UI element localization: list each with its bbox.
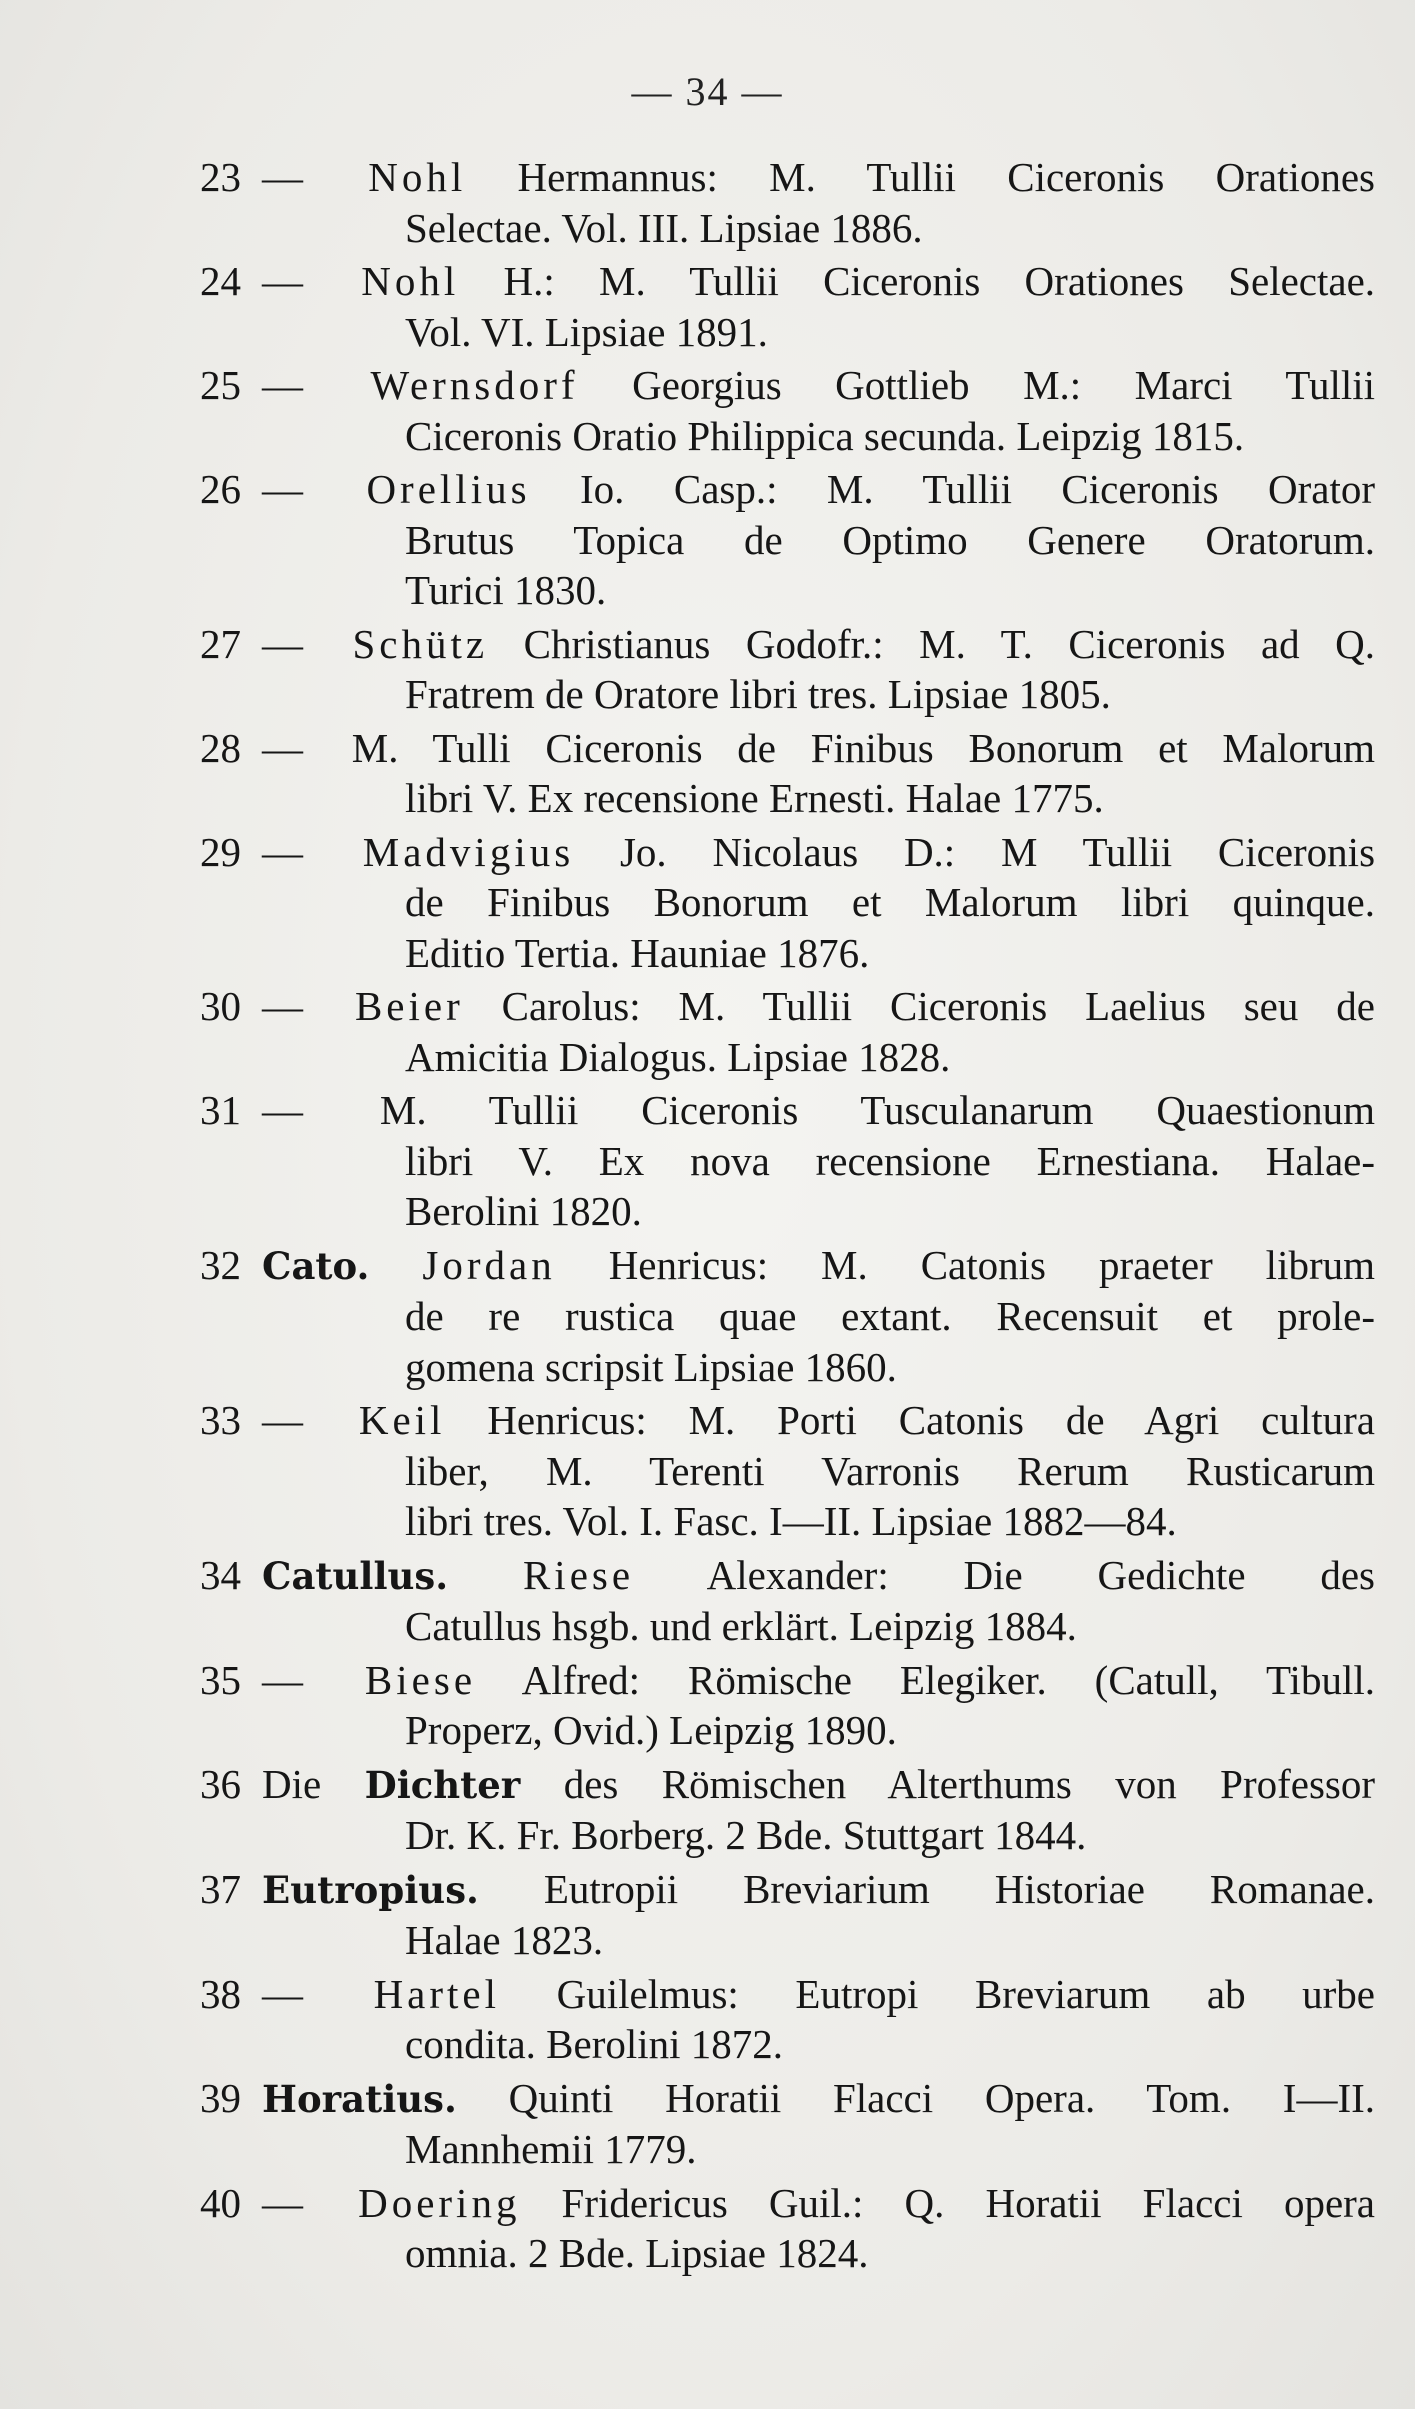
list-item	[200, 1969, 1375, 2070]
list-item	[200, 981, 1375, 1082]
entry-author: Keil	[358, 1397, 446, 1443]
entry-mark: —	[262, 2179, 303, 2226]
entry-text: des Römischen Alterthums von Professor	[563, 1760, 1376, 1807]
entry-number: 34	[200, 1551, 241, 1598]
entry-text: libri V. Ex nova recensione Ernestiana. Halae-	[405, 1137, 1375, 1184]
list-item	[200, 723, 1375, 824]
list-item	[200, 1085, 1375, 1237]
list-item	[200, 1655, 1375, 1756]
entry-author: Riese	[522, 1551, 635, 1598]
entry-number: 35	[200, 1656, 241, 1703]
entry-text: Io. Casp.: M. Tullii Ciceronis Orator	[580, 466, 1376, 512]
entry-number: 23	[200, 154, 241, 200]
entry-number: 31	[200, 1087, 241, 1133]
list-item	[200, 1550, 1375, 1652]
entry-author: Nohl	[368, 154, 467, 200]
entry-number: 27	[200, 620, 241, 667]
entry-mark: —	[262, 983, 303, 1029]
entry-text: Dr. K. Fr. Borberg. 2 Bde. Stuttgart 1844.	[405, 1812, 1087, 1858]
list-item	[200, 2178, 1375, 2279]
entry-text: Selectae. Vol. III. Lipsiae 1886.	[405, 204, 923, 251]
entry-mark: —	[262, 620, 303, 667]
entry-mark: —	[262, 362, 303, 408]
entry-text: Properz, Ovid.) Leipzig 1890.	[405, 1707, 897, 1753]
entry-mark: —	[262, 1397, 303, 1443]
entry-text: Henricus: M. Porti Catonis de Agri cultura	[487, 1397, 1375, 1443]
entry-text: Mannhemii 1779.	[405, 2126, 697, 2172]
entry-text: Fridericus Guil.: Q. Horatii Flacci opera	[561, 2179, 1375, 2226]
entry-number: 40	[200, 2179, 241, 2226]
entry-number: 26	[200, 466, 241, 512]
entry-text: Christianus Godofr.: M. T. Ciceronis ad Q.	[523, 620, 1376, 667]
entry-text: Halae 1823.	[405, 1917, 604, 1963]
entry-text: M. Tulli Ciceronis de Finibus Bonorum et Malorum	[351, 724, 1376, 771]
list-item	[200, 152, 1375, 253]
entry-text: Berolini 1820.	[405, 1188, 642, 1234]
entry-mark: —	[262, 724, 303, 771]
entry-number: 30	[200, 983, 241, 1029]
entry-author: Nohl	[361, 258, 460, 304]
entry-text: Amicitia Dialogus. Lipsiae 1828.	[405, 1033, 951, 1080]
entry-text: Quinti Horatii Flacci Opera. Tom. I—II.	[508, 2074, 1376, 2121]
entry-author: Orellius	[366, 466, 531, 512]
entry-text: Turici 1830.	[405, 567, 607, 613]
entry-text: libri tres. Vol. I. Fasc. I—II. Lipsiae 1882—84.	[405, 1498, 1177, 1544]
entry-number: 32	[200, 1241, 241, 1288]
list-item	[200, 360, 1375, 461]
entry-number: 37	[200, 1865, 241, 1912]
entry-heading: Dichter	[364, 1762, 521, 1807]
entry-mark: —	[262, 1970, 303, 2017]
list-item	[200, 827, 1375, 979]
entry-number: 24	[200, 258, 241, 304]
entry-number: 29	[200, 828, 241, 875]
entry-text: Carolus: M. Tullii Ciceronis Laelius seu de	[501, 983, 1376, 1029]
entry-text: Alfred: Römische Elegiker. (Catull, Tibull.	[521, 1656, 1375, 1703]
entry-author: Madvigius	[362, 828, 575, 875]
entry-author: Biese	[364, 1656, 477, 1703]
entry-number: 39	[200, 2074, 241, 2121]
entry-mark: —	[262, 154, 303, 200]
entry-text: Jo. Nicolaus D.: M Tullii Ciceronis	[619, 828, 1376, 875]
entry-author: Schütz	[352, 620, 489, 667]
entry-mark: —	[262, 1656, 303, 1703]
entry-number: 36	[200, 1760, 241, 1807]
list-item	[200, 256, 1375, 357]
entry-text: Catullus hsgb. und erklärt. Leipzig 1884.	[405, 1603, 1077, 1649]
entry-author: Hartel	[373, 1970, 501, 2017]
entry-number: 33	[200, 1397, 241, 1443]
entry-author: Doering	[358, 2179, 521, 2226]
entry-number: 28	[200, 724, 241, 771]
bibliography-list	[200, 152, 1375, 2282]
entry-text: gomena scripsit Lipsiae 1860.	[405, 1343, 897, 1390]
entry-author: Jordan	[422, 1241, 556, 1288]
entry-text: liber, M. Terenti Varronis Rerum Rusticarum	[405, 1447, 1375, 1494]
list-item	[200, 1395, 1375, 1547]
list-item	[200, 1759, 1375, 1861]
entry-text: de Finibus Bonorum et Malorum libri quinque.	[405, 879, 1375, 925]
entry-text: Georgius Gottlieb M.: Marci Tullii	[632, 362, 1376, 408]
list-item	[200, 464, 1375, 616]
entry-heading: Cato.	[262, 1243, 370, 1288]
entry-mark: —	[262, 258, 303, 304]
page-number: — 34 —	[631, 69, 784, 114]
entry-text: Alexander: Die Gedichte des	[706, 1551, 1375, 1598]
entry-text: Guilelmus: Eutropi Breviarum ab urbe	[556, 1970, 1375, 2017]
entry-heading: Catullus.	[262, 1553, 449, 1598]
entry-mark: —	[262, 828, 303, 875]
entry-text: M. Tullii Ciceronis Tusculanarum Quaestionum	[379, 1087, 1376, 1133]
entry-text: Henricus: M. Catonis praeter librum	[608, 1241, 1376, 1288]
list-item	[200, 1864, 1375, 1966]
entry-text: omnia. 2 Bde. Lipsiae 1824.	[405, 2230, 869, 2276]
entry-heading: Eutropius.	[262, 1867, 479, 1912]
entry-text: Brutus Topica de Optimo Genere Oratorum.	[405, 516, 1375, 563]
entry-author: Beier	[354, 983, 464, 1029]
entry-text: Vol. VI. Lipsiae 1891.	[405, 308, 768, 355]
list-item	[200, 1240, 1375, 1393]
entry-text: Fratrem de Oratore libri tres. Lipsiae 1805.	[405, 671, 1111, 717]
entry-mark: —	[262, 1087, 303, 1133]
entry-mark: —	[262, 466, 303, 512]
entry-text: Ciceronis Oratio Philippica secunda. Leipzig 1815.	[405, 412, 1245, 459]
entry-text: H.: M. Tullii Ciceronis Orationes Selectae.	[503, 258, 1376, 304]
entry-heading: Horatius.	[262, 2076, 457, 2121]
entry-text: condita. Berolini 1872.	[405, 2021, 784, 2067]
list-item	[200, 619, 1375, 720]
entry-text: Hermannus: M. Tullii Ciceronis Orationes	[517, 154, 1376, 200]
entry-text: Eutropii Breviarium Historiae Romanae.	[543, 1865, 1375, 1912]
entry-text: libri V. Ex recensione Ernesti. Halae 1775.	[405, 775, 1104, 821]
entry-number: 38	[200, 1970, 241, 2017]
entry-number: 25	[200, 362, 241, 408]
entry-text: Die	[262, 1760, 322, 1807]
entry-text: de re rustica quae extant. Recensuit et prole-	[405, 1293, 1375, 1339]
list-item	[200, 2073, 1375, 2175]
entry-text: Editio Tertia. Hauniae 1876.	[405, 929, 870, 976]
entry-author: Wernsdorf	[370, 362, 579, 408]
